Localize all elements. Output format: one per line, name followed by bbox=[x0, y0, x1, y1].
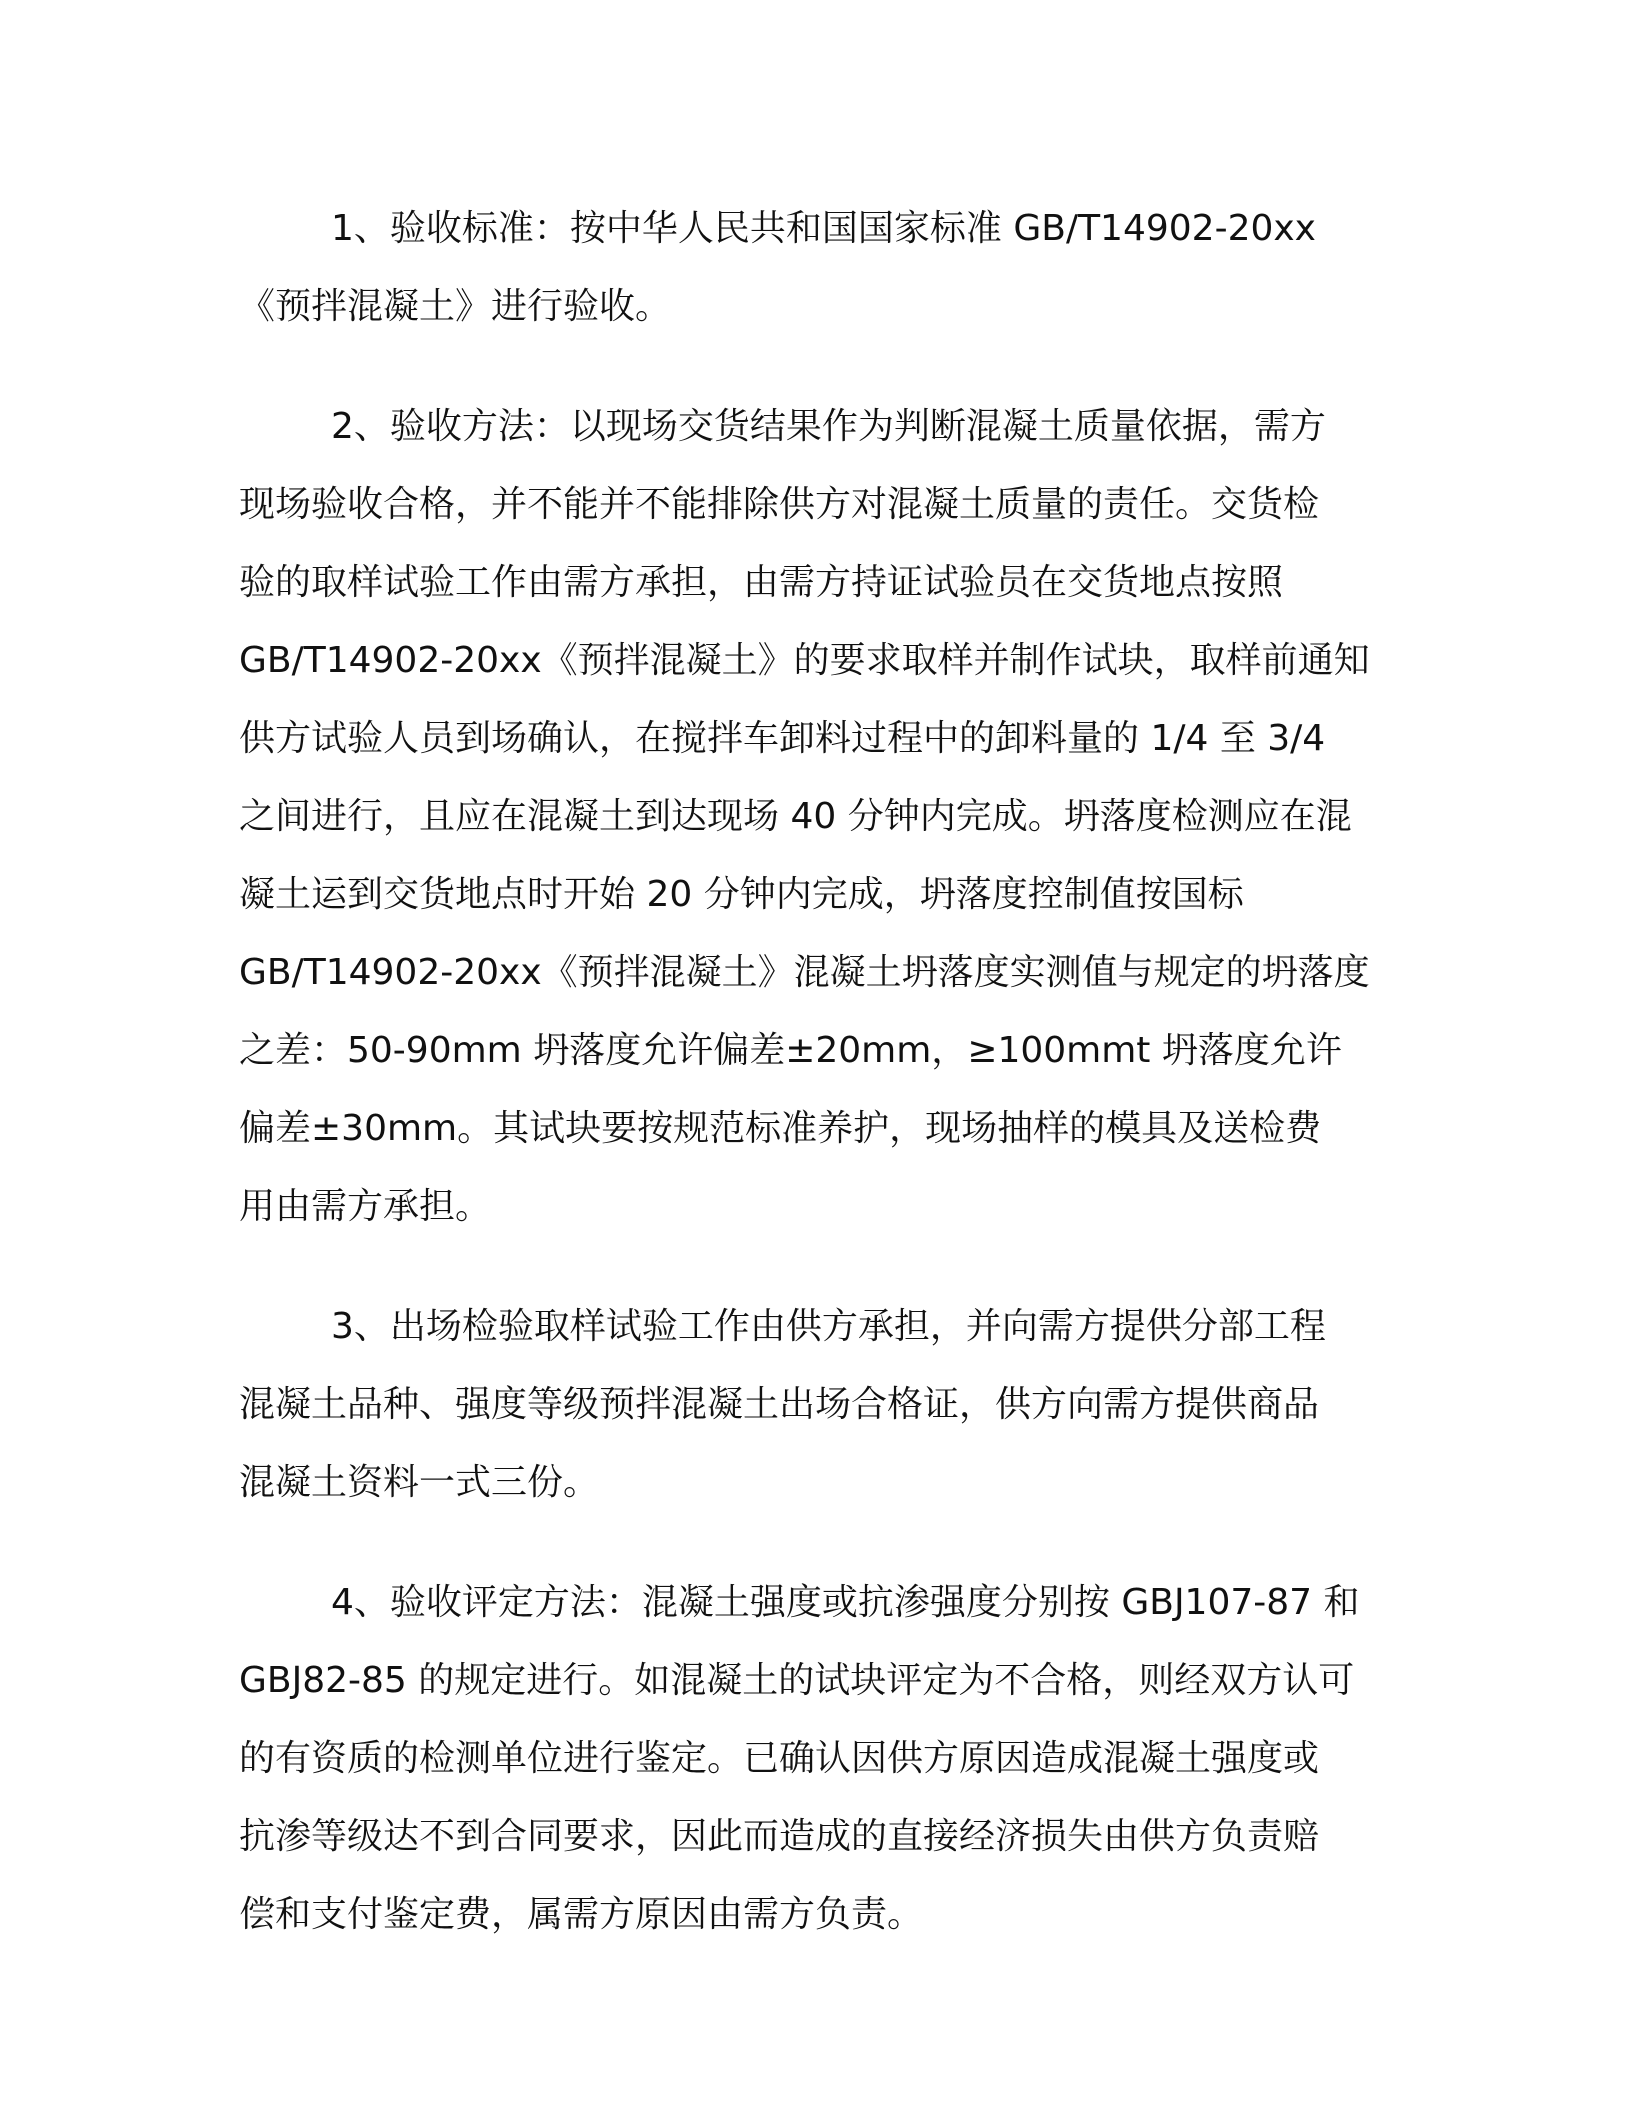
text-line: 供方试验人员到场确认，在搅拌车卸料过程中的卸料量的 1/4 至 3/4 bbox=[239, 718, 1326, 759]
text-line: 的有资质的检测单位进行鉴定。已确认因供方原因造成混凝土强度或 bbox=[239, 1738, 1320, 1779]
text-line: GB/T14902-20xx《预拌混凝土》的要求取样并制作试块，取样前通知 bbox=[239, 640, 1370, 681]
paragraph-factory-inspection bbox=[239, 1288, 1379, 1522]
text-line: 凝土运到交货地点时开始 20 分钟内完成，坍落度控制值按国标 bbox=[239, 874, 1244, 915]
paragraph-acceptance-method bbox=[239, 388, 1379, 1246]
text-line: 3、出场检验取样试验工作由供方承担，并向需方提供分部工程 bbox=[331, 1306, 1326, 1347]
text-line: 抗渗等级达不到合同要求，因此而造成的直接经济损失由供方负责赔 bbox=[239, 1816, 1320, 1857]
text-line: 混凝土品种、强度等级预拌混凝土出场合格证，供方向需方提供商品 bbox=[239, 1384, 1320, 1425]
text-line: GB/T14902-20xx《预拌混凝土》混凝土坍落度实测值与规定的坍落度 bbox=[239, 952, 1370, 993]
document-page bbox=[239, 190, 1379, 1996]
text-line: 偏差±30mm。其试块要按规范标准养护，现场抽样的模具及送检费 bbox=[239, 1108, 1322, 1149]
text-line: 之差：50-90mm 坍落度允许偏差±20mm，≥100mmt 坍落度允许 bbox=[239, 1030, 1342, 1071]
text-line: GBJ82-85 的规定进行。如混凝土的试块评定为不合格，则经双方认可 bbox=[239, 1660, 1355, 1701]
text-line: 1、验收标准：按中华人民共和国国家标准 GB/T14902-20xx bbox=[331, 208, 1316, 249]
text-line: 混凝土资料一式三份。 bbox=[239, 1462, 600, 1503]
text-line: 4、验收评定方法：混凝土强度或抗渗强度分别按 GBJ107-87 和 bbox=[331, 1582, 1360, 1623]
text-line: 《预拌混凝土》进行验收。 bbox=[239, 286, 672, 327]
text-line: 用由需方承担。 bbox=[239, 1186, 492, 1227]
text-line: 现场验收合格，并不能并不能排除供方对混凝土质量的责任。交货检 bbox=[239, 484, 1320, 525]
paragraph-evaluation-method bbox=[239, 1564, 1379, 1954]
text-line: 之间进行，且应在混凝土到达现场 40 分钟内完成。坍落度检测应在混 bbox=[239, 796, 1352, 837]
text-line: 验的取样试验工作由需方承担，由需方持证试验员在交货地点按照 bbox=[239, 562, 1284, 603]
text-line: 2、验收方法：以现场交货结果作为判断混凝土质量依据，需方 bbox=[331, 406, 1326, 447]
paragraph-acceptance-standard bbox=[239, 190, 1379, 346]
text-line: 偿和支付鉴定费，属需方原因由需方负责。 bbox=[239, 1894, 924, 1935]
